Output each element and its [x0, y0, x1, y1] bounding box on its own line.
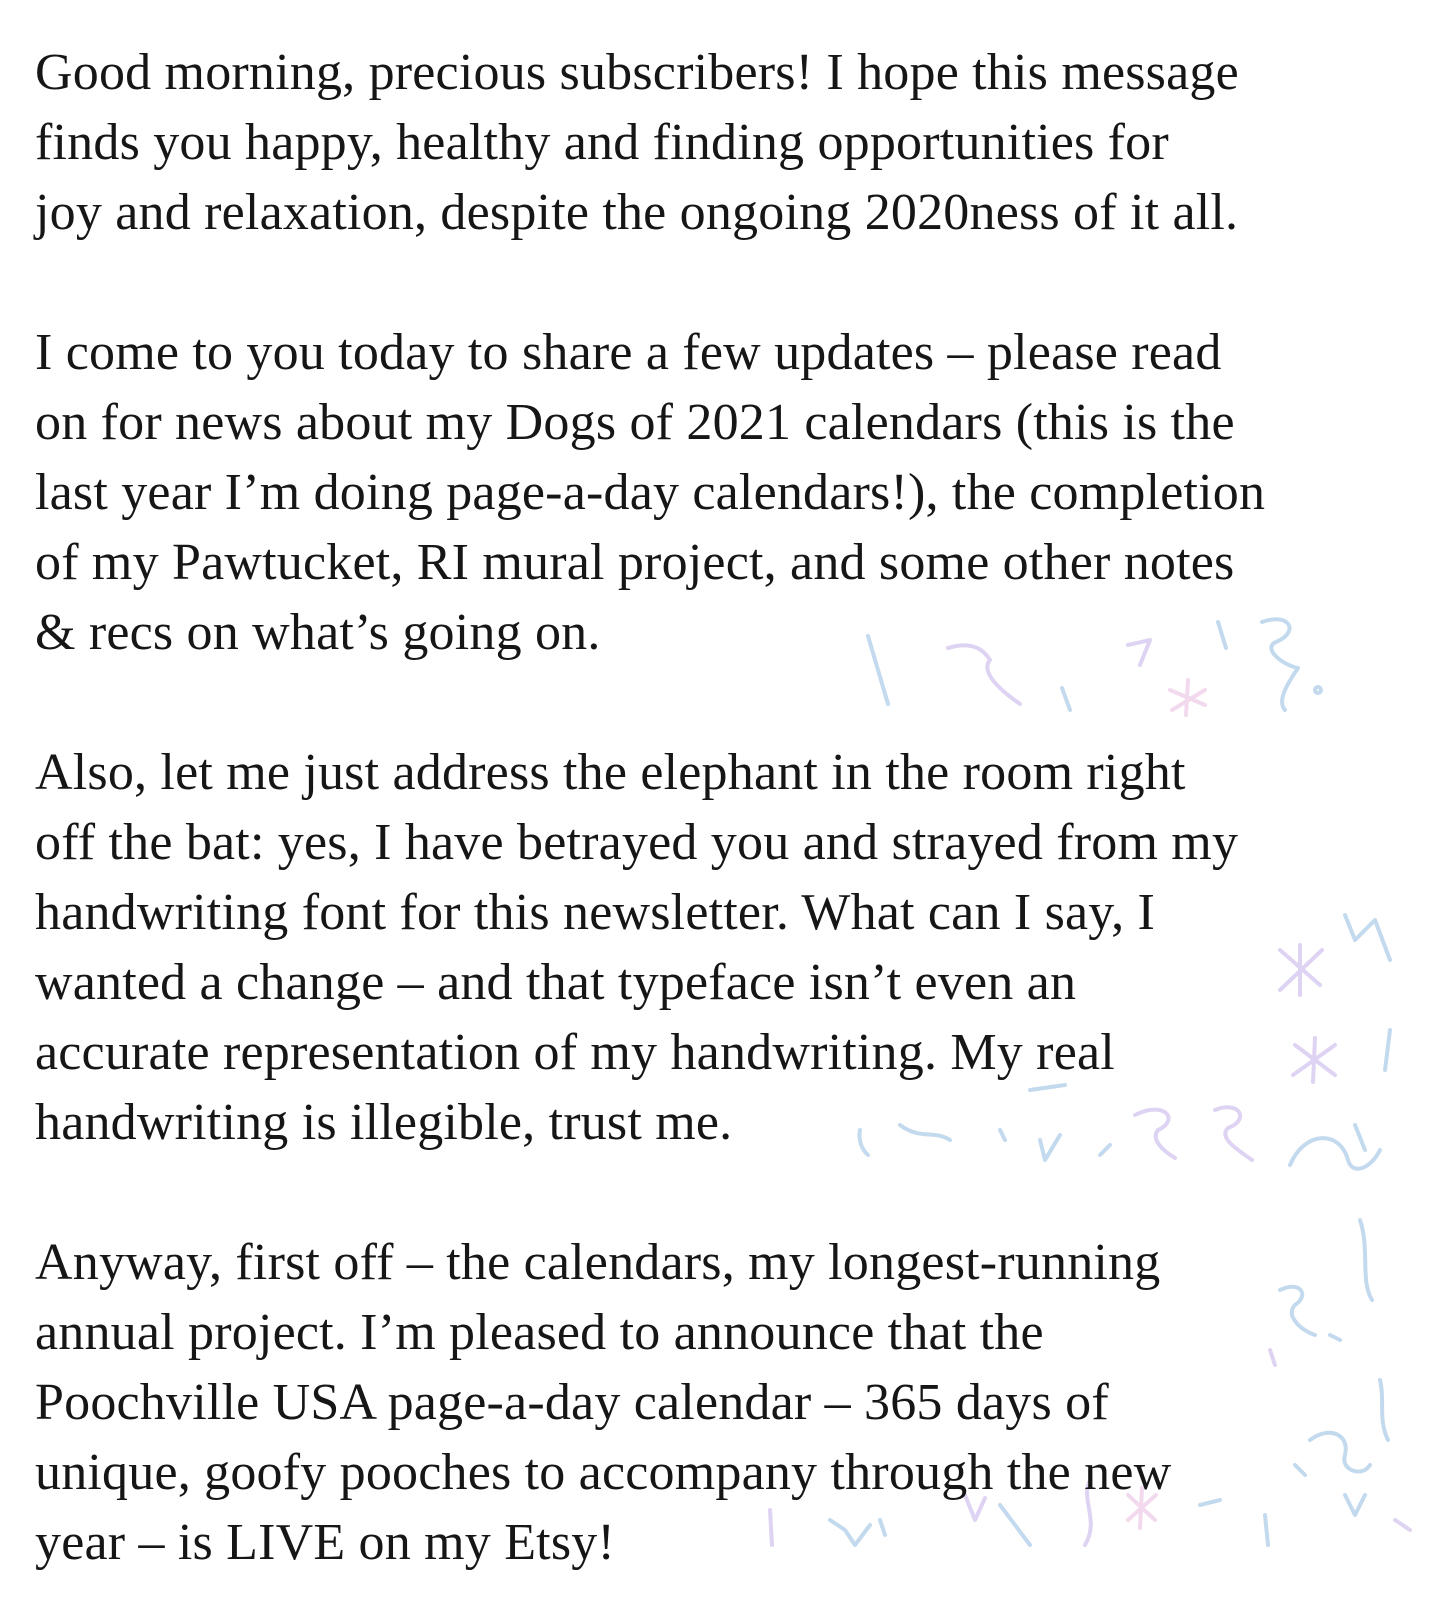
text-line: year – is LIVE on my Etsy! — [35, 1514, 615, 1571]
text-line: last year I’m doing page-a-day calendars!), the completion — [35, 464, 1266, 521]
paragraph-font-note — [35, 738, 1435, 1158]
text-line: on for news about my Dogs of 2021 calendars (this is the — [35, 394, 1235, 451]
text-line: Poochville USA page-a-day calendar – 365 days of — [35, 1374, 1109, 1431]
text-line: wanted a change – and that typeface isn’t even an — [35, 954, 1077, 1011]
text-line: Also, let me just address the elephant in the room right — [35, 744, 1186, 801]
text-line: handwriting font for this newsletter. What can I say, I — [35, 884, 1156, 941]
text-line: Good morning, precious subscribers! I hope this message — [35, 44, 1239, 101]
text-line: I come to you today to share a few updates – please read — [35, 324, 1222, 381]
text-line: & recs on what’s going on. — [35, 604, 601, 661]
text-line: handwriting is illegible, trust me. — [35, 1094, 733, 1151]
text-line: finds you happy, healthy and finding opportunities for — [35, 114, 1169, 171]
paragraph-updates — [35, 318, 1435, 668]
newsletter-body — [35, 38, 1435, 1578]
text-line: annual project. I’m pleased to announce that the — [35, 1304, 1044, 1361]
paragraph-calendars — [35, 1228, 1435, 1578]
text-line: joy and relaxation, despite the ongoing 2020ness of it all. — [35, 184, 1239, 241]
text-line: off the bat: yes, I have betrayed you and strayed from my — [35, 814, 1239, 871]
paragraph-greeting — [35, 38, 1435, 248]
text-line: Anyway, first off – the calendars, my longest-running — [35, 1234, 1161, 1291]
text-line: accurate representation of my handwriting. My real — [35, 1024, 1115, 1081]
text-line: of my Pawtucket, RI mural project, and some other notes — [35, 534, 1235, 591]
text-line: unique, goofy pooches to accompany through the new — [35, 1444, 1172, 1501]
